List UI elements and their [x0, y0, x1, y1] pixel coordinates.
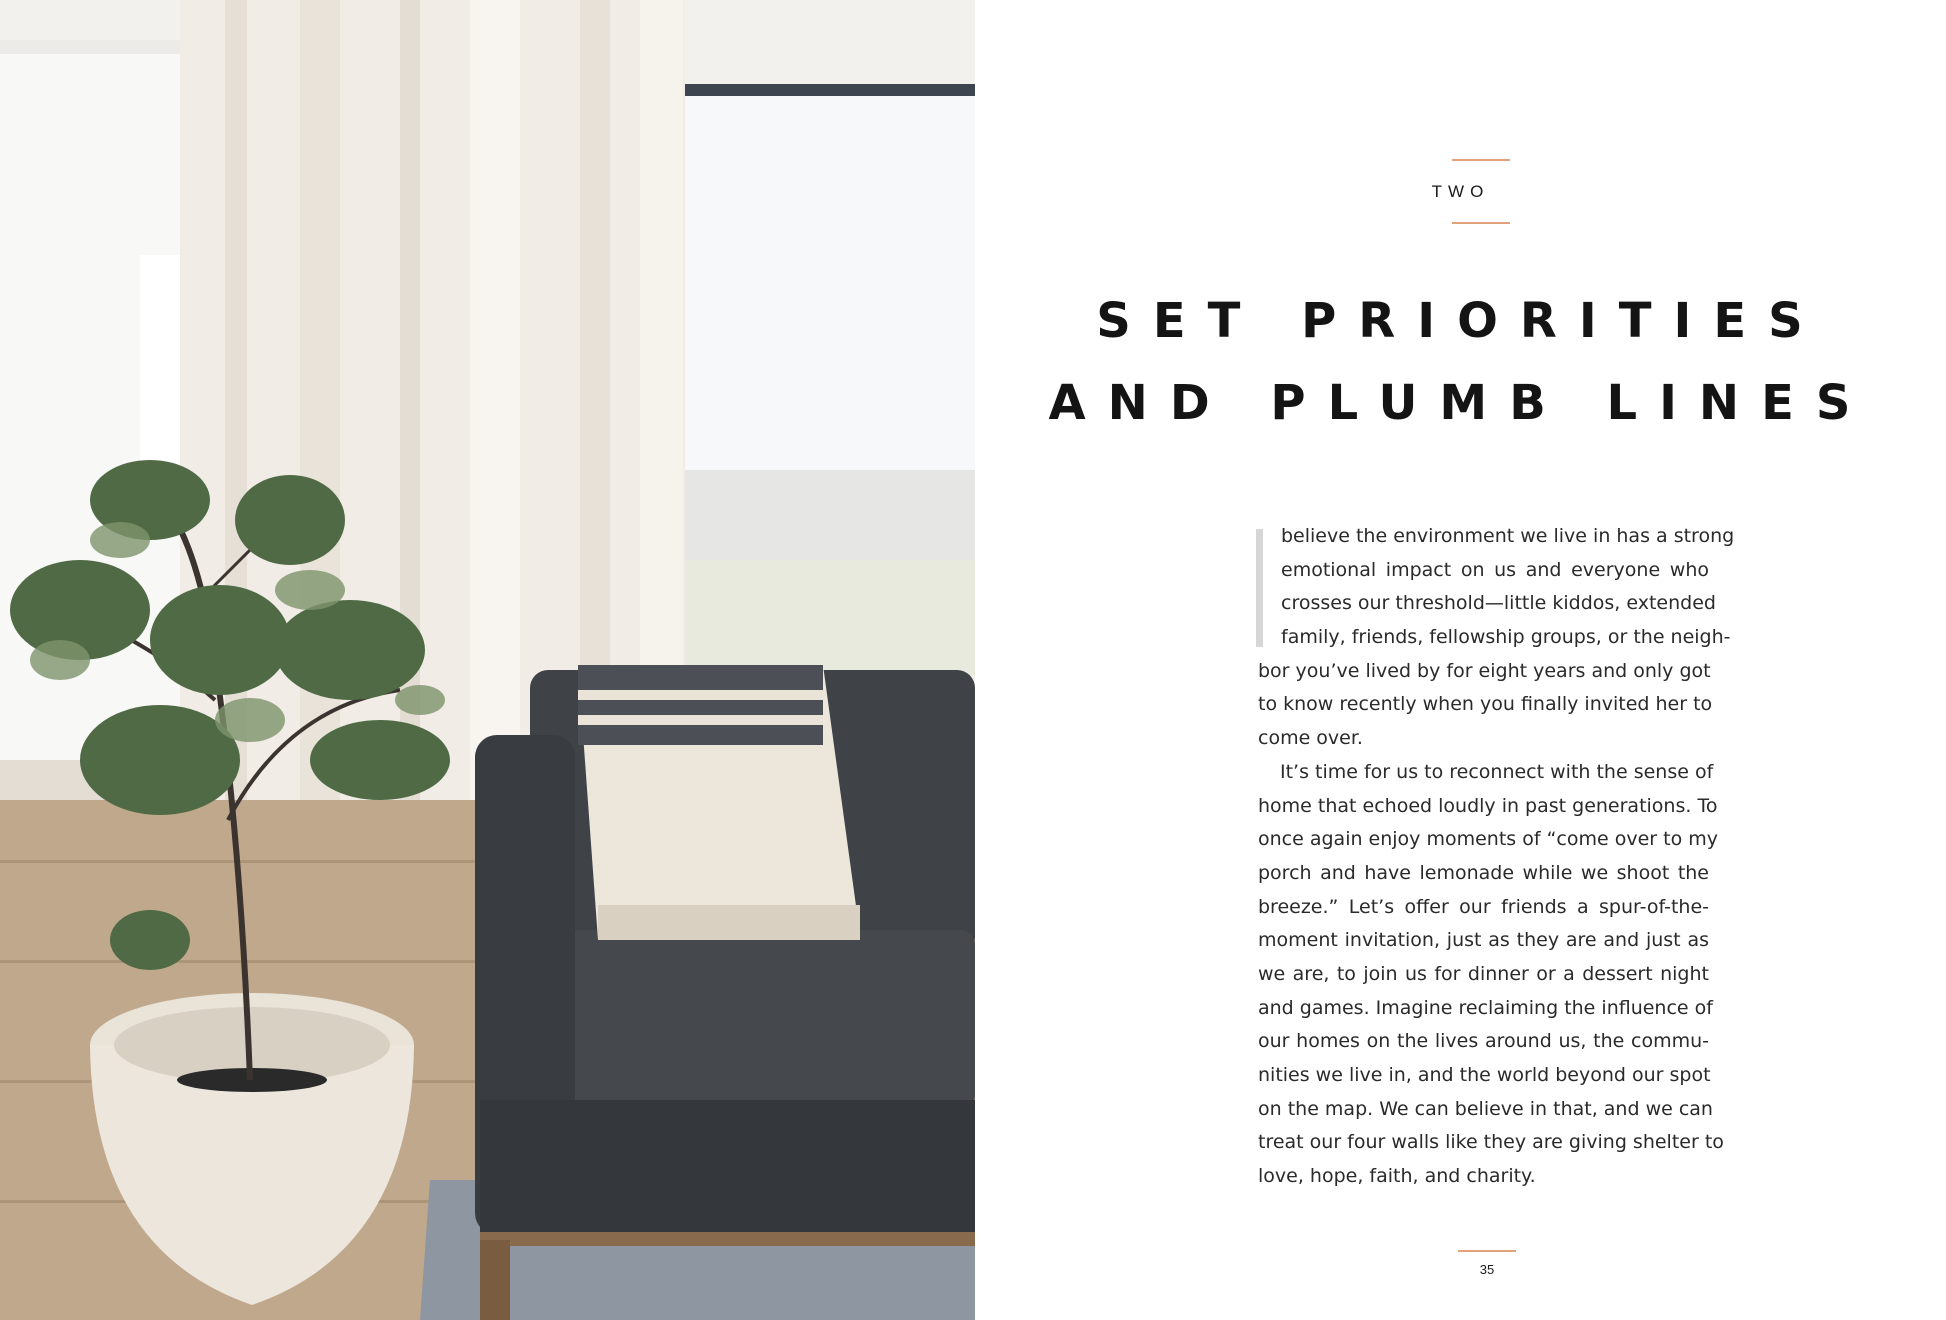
body-line: believe the environment we live in has a strong — [1281, 525, 1735, 547]
chapter-bottom-rule — [1452, 222, 1510, 224]
chapter-title-line-1: SET PRIORITIES — [1096, 293, 1825, 349]
body-line: moment invitation, just as they are and just as — [1258, 929, 1709, 952]
body-line: emotional impact on us and everyone who — [1281, 558, 1709, 581]
body-line: on the map. We can believe in that, and we can — [1258, 1097, 1713, 1120]
chapter-label: TWO — [1431, 182, 1490, 201]
body-line: home that echoed loudly in past generations. To — [1258, 794, 1718, 817]
chapter-title-line-2: AND PLUMB LINES — [1048, 375, 1873, 431]
chapter-top-rule — [1452, 159, 1510, 161]
body-line: our homes on the lives around us, the commu- — [1258, 1030, 1709, 1053]
page-number-rule — [1458, 1250, 1516, 1252]
body-line: once again enjoy moments of “come over to my — [1258, 828, 1719, 851]
body-line: treat our four walls like they are giving shelter to — [1258, 1131, 1724, 1154]
body-line: love, hope, faith, and charity. — [1258, 1165, 1536, 1188]
body-line: porch and have lemonade while we shoot the — [1258, 861, 1709, 884]
body-line: to know recently when you finally invited her to — [1258, 693, 1713, 716]
body-line: bor you’ve lived by for eight years and only got — [1258, 659, 1711, 682]
body-line: nities we live in, and the world beyond our spot — [1258, 1064, 1711, 1086]
body-line: crosses our threshold—little kiddos, extended — [1281, 592, 1716, 615]
body-line: we are, to join us for dinner or a dessert night — [1258, 962, 1709, 985]
body-line: breeze.” Let’s offer our friends a spur-of-the- — [1258, 895, 1709, 918]
body-line: and games. Imagine reclaiming the influence of — [1258, 996, 1713, 1019]
body-text — [1258, 520, 1735, 1194]
page-number: 35 — [1479, 1262, 1495, 1277]
text-page — [975, 0, 1946, 1320]
body-line: family, friends, fellowship groups, or the neigh- — [1281, 626, 1731, 649]
body-line: It’s time for us to reconnect with the sense of — [1280, 760, 1714, 783]
body-line: come over. — [1258, 727, 1363, 750]
